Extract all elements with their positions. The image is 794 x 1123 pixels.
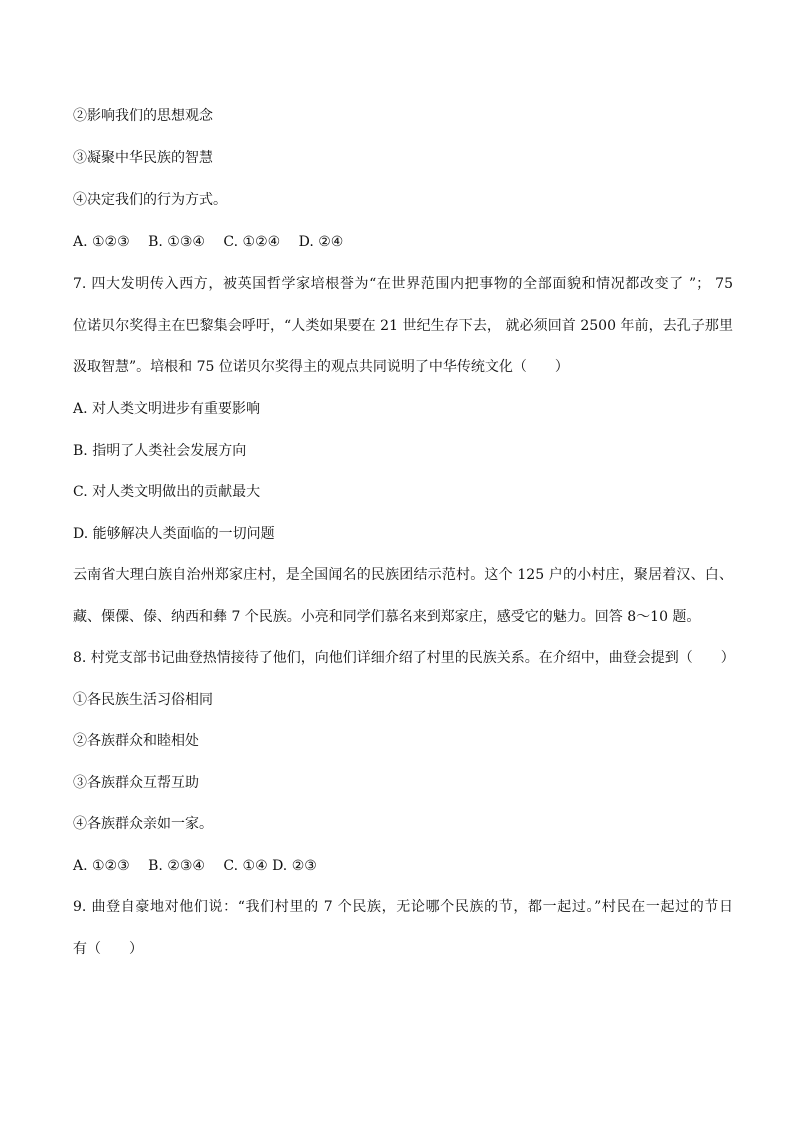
passage-line-2: 藏、傈僳、傣、纳西和彝 7 个民族。小亮和同学们慕名来到郑家庄，感受它的魅力。回答 8～10 题。	[73, 609, 701, 625]
question-7-line-3: 汲取智慧”。培根和 75 位诺贝尔奖得主的观点共同说明了中华传统文化（ ）	[73, 359, 569, 375]
question-7-option-b: B. 指明了人类社会发展方向	[73, 443, 247, 459]
option-item-2: ②影响我们的思想观念	[73, 108, 213, 124]
question-8-item-3: ③各族群众互帮互助	[73, 775, 199, 791]
question-9-line-1: 9. 曲登自豪地对他们说：“我们村里的 7 个民族，无论哪个民族的节，都一起过。”村民在一起过的节日	[73, 899, 733, 915]
question-7-line-2: 位诺贝尔奖得主在巴黎集会呼吁，“人类如果要在 21 世纪生存下去， 就必须回首 2500 年前，去孔子那里	[73, 318, 733, 334]
answer-choices-q8: A. ①②③ B. ②③④ C. ①④ D. ②③	[73, 858, 317, 874]
option-item-4: ④决定我们的行为方式。	[73, 192, 227, 208]
question-8-item-1: ①各民族生活习俗相同	[73, 692, 213, 708]
question-7-option-c: C. 对人类文明做出的贡献最大	[73, 484, 261, 500]
question-9-line-2: 有（ ）	[73, 941, 143, 957]
question-8-stem: 8. 村党支部书记曲登热情接待了他们，向他们详细介绍了村里的民族关系。在介绍中，曲登会提到（ ）	[73, 650, 735, 666]
question-8-item-2: ②各族群众和睦相处	[73, 733, 199, 749]
question-7-option-a: A. 对人类文明进步有重要影响	[73, 401, 261, 417]
question-7-option-d: D. 能够解决人类面临的一切问题	[73, 526, 275, 542]
question-7-line-1: 7. 四大发明传入西方，被英国哲学家培根誉为“在世界范围内把事物的全部面貌和情况都改变了 ”； 75	[73, 276, 733, 292]
answer-choices-q6: A. ①②③ B. ①③④ C. ①②④ D. ②④	[73, 234, 344, 250]
passage-line-1: 云南省大理白族自治州郑家庄村，是全国闻名的民族团结示范村。这个 125 户的小村庄，聚居着汉、白、	[73, 567, 733, 583]
question-8-item-4: ④各族群众亲如一家。	[73, 816, 213, 832]
option-item-3: ③凝聚中华民族的智慧	[73, 150, 213, 166]
